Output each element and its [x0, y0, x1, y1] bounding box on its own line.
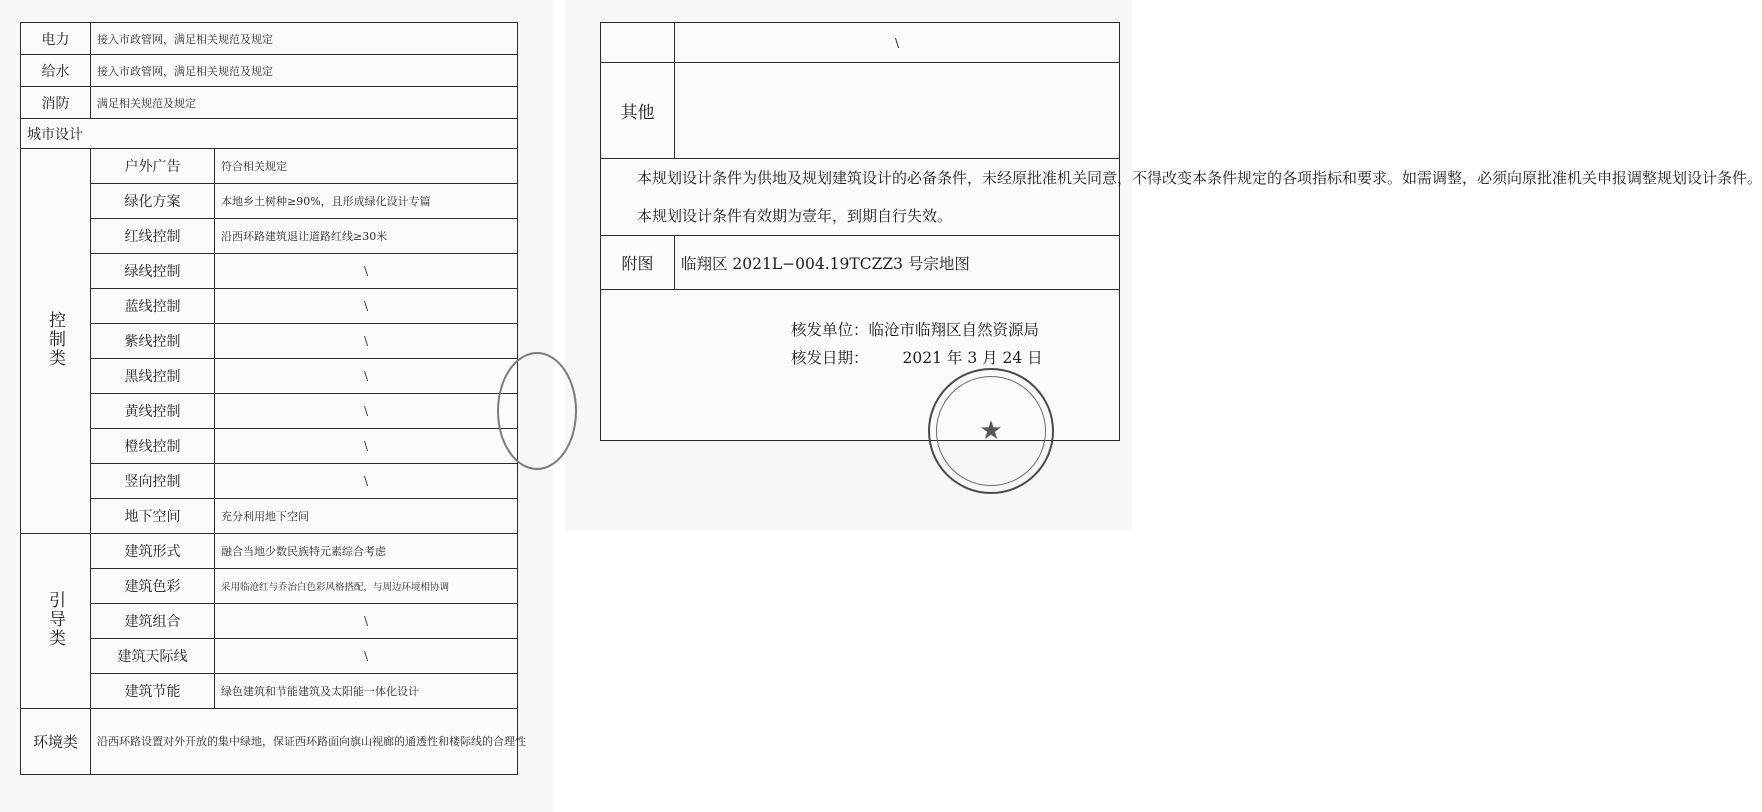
official-seal: [928, 368, 1054, 494]
notice-table: [600, 22, 1762, 441]
row-value: \: [215, 254, 518, 289]
star-icon: ★: [979, 416, 1003, 446]
row-value: \: [215, 394, 518, 429]
attach-value: 临翔区 2021L−004.19TCZZ3 号宗地图: [675, 236, 1120, 290]
row-label: 地下空间: [91, 499, 215, 534]
table-row: [601, 63, 1120, 159]
row-value: \: [675, 23, 1120, 63]
row-value: 沿西环路建筑退让道路红线≥30米: [215, 219, 518, 254]
row-value: \: [215, 639, 518, 674]
row-value: \: [215, 429, 518, 464]
table-row: [21, 604, 518, 639]
row-label: 黑线控制: [91, 359, 215, 394]
row-label: 消防: [21, 87, 91, 119]
date-line: 核发日期： 2021 年 3 月 24 日: [791, 349, 1043, 367]
row-label: 建筑形式: [91, 534, 215, 569]
row-value: 绿色建筑和节能建筑及太阳能一体化设计: [215, 674, 518, 709]
notice-row: [601, 159, 1120, 236]
section-row: [21, 119, 518, 149]
table-row: [21, 87, 518, 119]
table-row: [21, 709, 518, 775]
table-row: [21, 499, 518, 534]
row-label: 建筑色彩: [91, 569, 215, 604]
table-row: [601, 23, 1120, 63]
row-label: 环境类: [21, 709, 91, 775]
row-value: \: [215, 464, 518, 499]
row-label: 建筑节能: [91, 674, 215, 709]
group-label-control: 控制类: [21, 149, 91, 534]
row-value: 融合当地少数民族特元素综合考虑: [215, 534, 518, 569]
row-label: 紫线控制: [91, 324, 215, 359]
notice-paragraph: 本规划设计条件有效期为壹年，到期自行失效。: [637, 207, 953, 225]
row-label: 橙线控制: [91, 429, 215, 464]
table-row: [21, 394, 518, 429]
table-row: [601, 236, 1120, 290]
row-label: 红线控制: [91, 219, 215, 254]
row-value: \: [215, 289, 518, 324]
row-value: 采用临沧红与乔治白色彩风格搭配，与周边环境相协调: [215, 569, 518, 604]
issuer-line: 核发单位：临沧市临翔区自然资源局: [791, 321, 1040, 339]
table-row: [21, 429, 518, 464]
planning-conditions-table: [20, 22, 526, 775]
row-value: 充分利用地下空间: [215, 499, 518, 534]
notice-text: [601, 159, 1762, 236]
table-row: [21, 534, 518, 569]
table-row: [21, 569, 518, 604]
row-value: 接入市政管网，满足相关规范及规定: [91, 55, 518, 87]
table-row: [21, 674, 518, 709]
notice-paragraph: 本规划设计条件为供地及规划建筑设计的必备条件，未经原批准机关同意，不得改变本条件规定的各项指标和要求。如需调整，必须向原批准机关申报调整规划设计条件。: [637, 169, 1762, 187]
table-row: [21, 23, 518, 55]
row-label: 黄线控制: [91, 394, 215, 429]
row-value: 满足相关规范及规定: [91, 87, 518, 119]
table-row: [21, 464, 518, 499]
table-row: [21, 55, 518, 87]
attach-label: 附图: [601, 236, 675, 290]
table-row: [21, 324, 518, 359]
table-row: [21, 184, 518, 219]
empty-cell: [601, 23, 675, 63]
row-label: 建筑天际线: [91, 639, 215, 674]
row-label: 绿化方案: [91, 184, 215, 219]
seal-partial: [497, 352, 577, 470]
table-row: [21, 289, 518, 324]
row-value: \: [215, 359, 518, 394]
row-label: 绿线控制: [91, 254, 215, 289]
table-row: [21, 219, 518, 254]
row-label: 给水: [21, 55, 91, 87]
row-label: 建筑组合: [91, 604, 215, 639]
row-label: 户外广告: [91, 149, 215, 184]
section-title: 城市设计: [21, 119, 518, 149]
row-label: 竖向控制: [91, 464, 215, 499]
row-value: \: [215, 324, 518, 359]
row-value: 接入市政管网，满足相关规范及规定: [91, 23, 518, 55]
row-label: 电力: [21, 23, 91, 55]
group-label-guide: 引导类: [21, 534, 91, 709]
other-value: [675, 63, 1120, 159]
table-row: [21, 639, 518, 674]
other-label: 其他: [601, 63, 675, 159]
row-value: 符合相关规定: [215, 149, 518, 184]
table-row: [21, 254, 518, 289]
row-label: 蓝线控制: [91, 289, 215, 324]
row-value: 沿西环路设置对外开放的集中绿地，保证西环路面向旗山视廊的通透性和楼际线的合理性: [91, 709, 518, 775]
table-row: [21, 149, 518, 184]
table-row: [21, 359, 518, 394]
row-value: \: [215, 604, 518, 639]
row-value: 本地乡土树种≥90%，且形成绿化设计专篇: [215, 184, 518, 219]
